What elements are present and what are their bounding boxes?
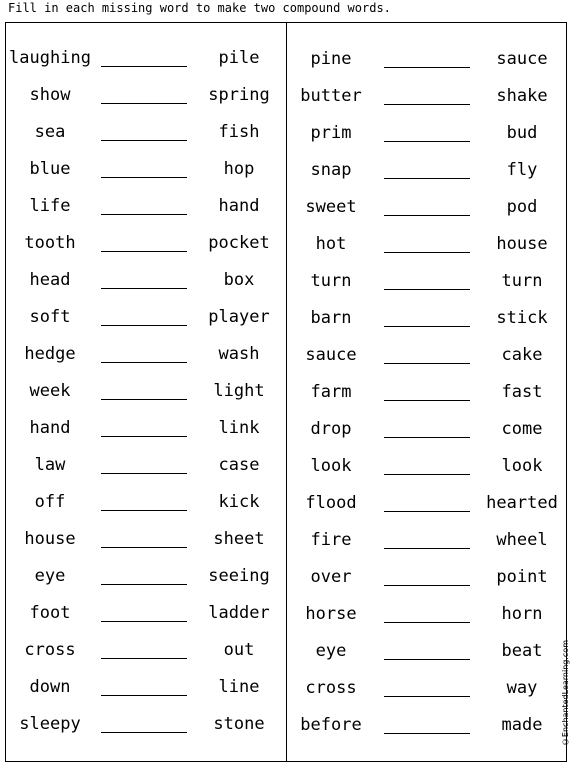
second-word: turn (501, 271, 543, 291)
first-word: cross (24, 640, 76, 660)
word-row (5, 390, 285, 438)
first-word: life (29, 196, 71, 216)
second-word: cake (501, 345, 543, 365)
second-word: player (208, 307, 270, 327)
word-row (287, 687, 567, 735)
first-word: eye (34, 566, 66, 586)
word-row (5, 316, 285, 364)
word-row (287, 58, 567, 106)
word-row (5, 501, 285, 549)
instructions: Fill in each missing word to make two compound words. (8, 1, 391, 15)
second-word: fish (218, 122, 260, 142)
first-word: soft (29, 307, 71, 327)
second-word: seeing (208, 566, 270, 586)
word-row (287, 354, 567, 402)
second-word: box (223, 270, 255, 290)
second-word: house (496, 234, 548, 254)
word-row (287, 317, 567, 365)
word-row (287, 169, 567, 217)
right-column (287, 22, 567, 762)
first-word: barn (310, 308, 352, 328)
left-column (5, 22, 285, 762)
first-word: blue (29, 159, 71, 179)
first-word: drop (310, 419, 352, 439)
second-word: fly (506, 160, 538, 180)
word-row (5, 94, 285, 142)
first-word: before (300, 715, 362, 735)
first-word: down (29, 677, 71, 697)
second-word: hearted (486, 493, 558, 513)
answer-blank[interactable] (384, 733, 470, 734)
second-word: horn (501, 604, 543, 624)
word-row (5, 538, 285, 586)
first-word: butter (300, 86, 362, 106)
second-word: pod (506, 197, 538, 217)
first-word: sweet (305, 197, 357, 217)
word-row (287, 243, 567, 291)
word-row (5, 205, 285, 253)
second-word: sheet (213, 529, 265, 549)
credit-text: ©EnchantedLearning.com (561, 640, 570, 747)
second-word: line (218, 677, 260, 697)
first-word: show (29, 85, 71, 105)
word-row (287, 650, 567, 698)
word-row (287, 428, 567, 476)
first-word: horse (305, 604, 357, 624)
word-row (5, 242, 285, 290)
first-word: flood (305, 493, 357, 513)
first-word: pine (310, 49, 352, 69)
word-row (5, 20, 285, 68)
word-row (5, 168, 285, 216)
second-word: bud (506, 123, 538, 143)
first-word: snap (310, 160, 352, 180)
second-word: spring (208, 85, 270, 105)
word-row (287, 280, 567, 328)
first-word: eye (315, 641, 347, 661)
second-word: way (506, 678, 538, 698)
word-row (287, 576, 567, 624)
word-row (287, 21, 567, 69)
second-word: pile (218, 48, 260, 68)
second-word: shake (496, 86, 548, 106)
second-word: come (501, 419, 543, 439)
first-word: over (310, 567, 352, 587)
word-row (5, 353, 285, 401)
second-word: point (496, 567, 548, 587)
second-word: made (501, 715, 543, 735)
word-row (5, 686, 285, 734)
word-row (5, 57, 285, 105)
word-row (287, 206, 567, 254)
first-word: prim (310, 123, 352, 143)
second-word: stick (496, 308, 548, 328)
second-word: light (213, 381, 265, 401)
second-word: wheel (496, 530, 548, 550)
word-row (287, 391, 567, 439)
first-word: sea (34, 122, 66, 142)
second-word: beat (501, 641, 543, 661)
word-row (5, 279, 285, 327)
second-word: ladder (208, 603, 270, 623)
first-word: laughing (9, 48, 91, 68)
word-row (5, 612, 285, 660)
first-word: hedge (24, 344, 76, 364)
second-word: look (501, 456, 543, 476)
second-word: sauce (496, 49, 548, 69)
word-row (287, 465, 567, 513)
first-word: off (34, 492, 66, 512)
second-word: out (223, 640, 255, 660)
word-row (5, 464, 285, 512)
first-word: foot (29, 603, 71, 623)
first-word: week (29, 381, 71, 401)
word-row (5, 131, 285, 179)
first-word: cross (305, 678, 357, 698)
second-word: pocket (208, 233, 270, 253)
second-word: wash (218, 344, 260, 364)
second-word: hop (223, 159, 255, 179)
first-word: sauce (305, 345, 357, 365)
first-word: hand (29, 418, 71, 438)
word-row (287, 95, 567, 143)
second-word: kick (218, 492, 260, 512)
second-word: case (218, 455, 260, 475)
word-row (287, 502, 567, 550)
word-row (287, 132, 567, 180)
word-row (5, 575, 285, 623)
answer-blank[interactable] (101, 732, 187, 733)
second-word: fast (501, 382, 543, 402)
first-word: look (310, 456, 352, 476)
word-row (5, 649, 285, 697)
first-word: fire (310, 530, 352, 550)
first-word: farm (310, 382, 352, 402)
second-word: link (218, 418, 260, 438)
second-word: stone (213, 714, 265, 734)
first-word: hot (315, 234, 347, 254)
first-word: head (29, 270, 71, 290)
first-word: law (34, 455, 66, 475)
word-row (287, 539, 567, 587)
first-word: sleepy (19, 714, 81, 734)
word-row (287, 613, 567, 661)
word-row (5, 427, 285, 475)
first-word: house (24, 529, 76, 549)
first-word: turn (310, 271, 352, 291)
second-word: hand (218, 196, 260, 216)
first-word: tooth (24, 233, 76, 253)
